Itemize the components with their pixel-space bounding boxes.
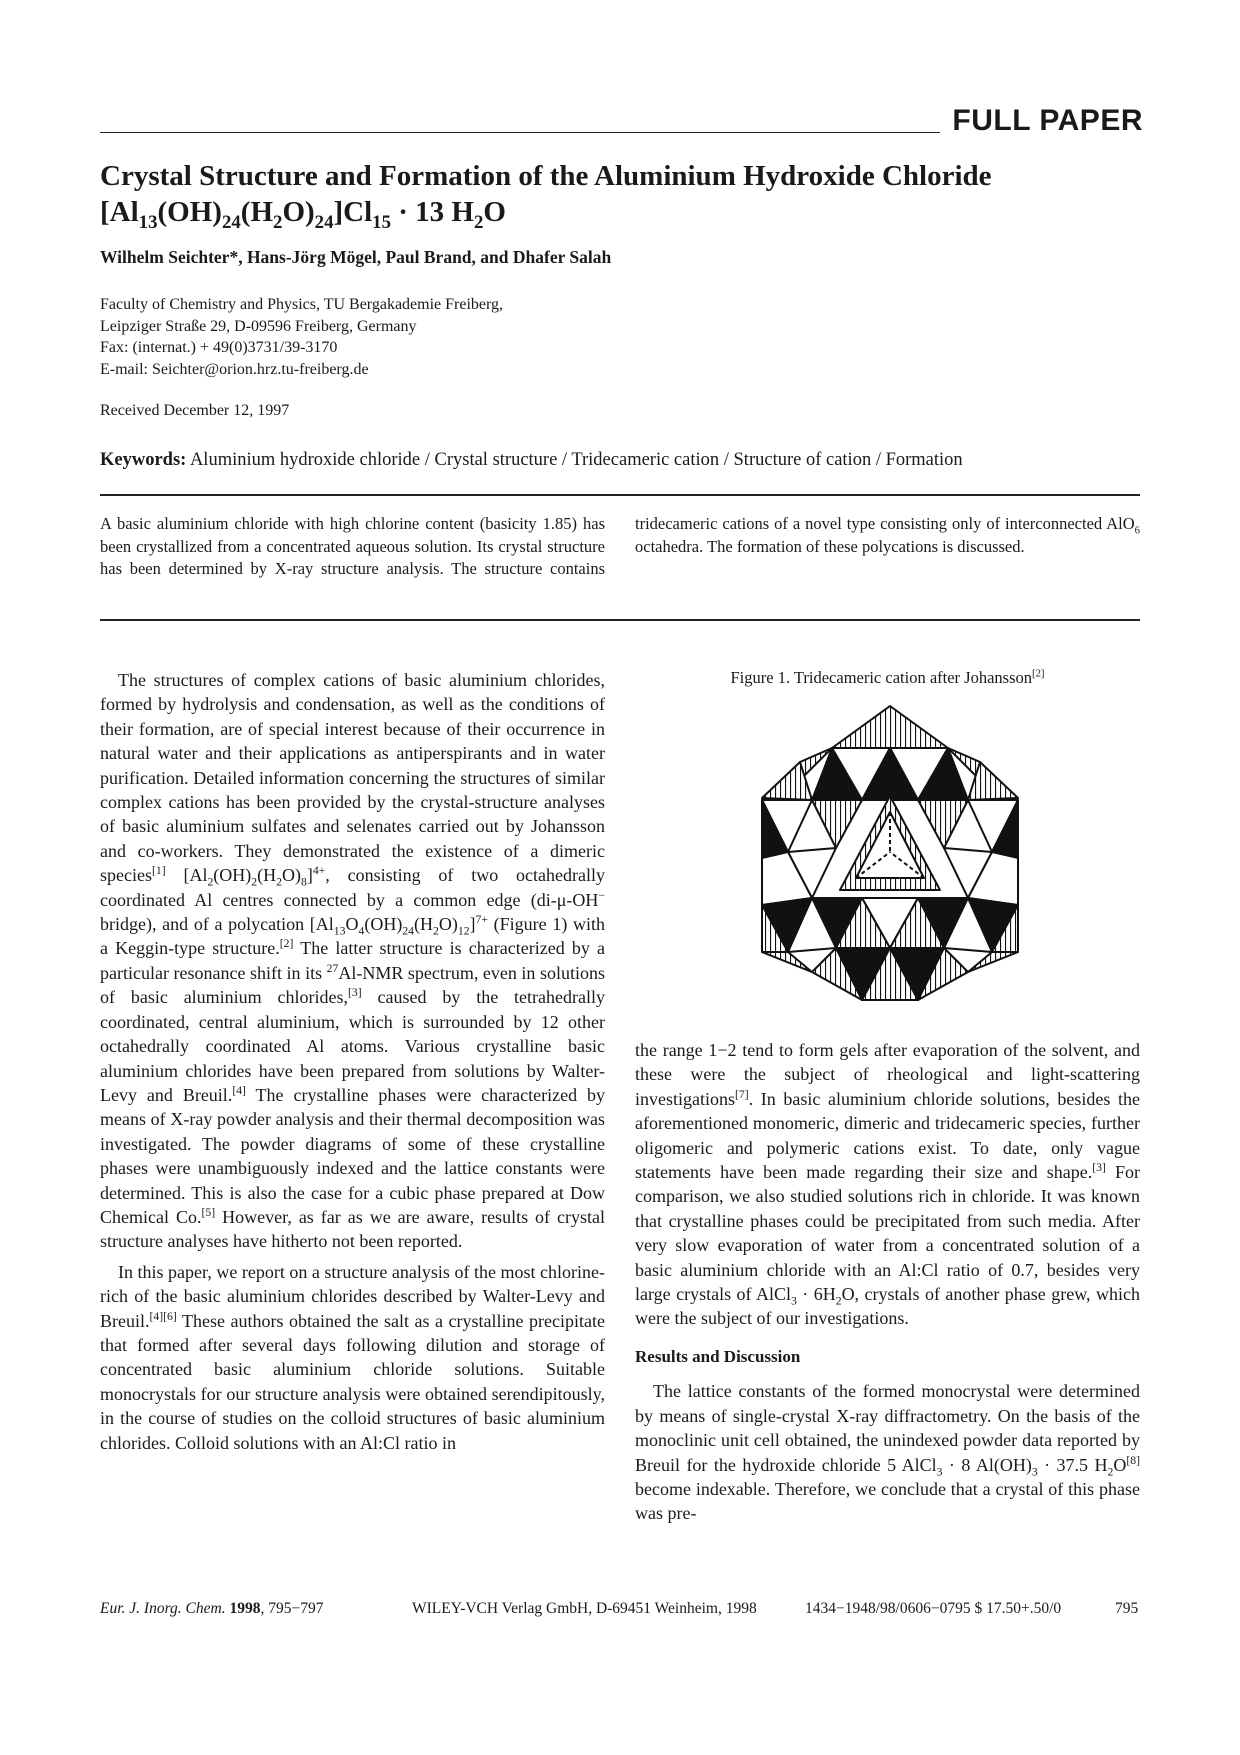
keywords-label: Keywords:	[100, 450, 187, 470]
abstract-bottom-rule	[100, 619, 1140, 621]
affiliation	[100, 294, 503, 380]
paper-title	[100, 158, 1140, 233]
authors: Wilhelm Seichter*, Hans-Jörg Mögel, Paul Brand, and Dhafer Salah	[100, 247, 612, 267]
section-heading: Results and Discussion	[635, 1346, 801, 1366]
fax-line: Fax: (internat.) + 49(0)3731/39-3170	[100, 339, 338, 356]
body-paragraph: The lattice constants of the formed monocrystal were determined by means of single-crystal X-ray diffractometry. On the basis of the monoclinic unit cell obtained, the unindexed powder data reported by Breuil for the hydroxide chloride 5 AlCl$_3$ · 8 $Al(OH)_3 \cdot 37.5$ $H_2O[8]$ become indexable. Therefore, we conclude that a crystal of this phase was pre-	[635, 1381, 1140, 1524]
section-label: FULL PAPER	[952, 104, 1143, 137]
journal-citation: Eur. J. Inorg. Chem. 1998, 795−797	[100, 1600, 324, 1617]
publisher-line: WILEY-VCH Verlag GmbH, D-69451 Weinheim, 1998	[412, 1600, 757, 1617]
abstract-top-rule	[100, 494, 1140, 496]
affiliation-line: Faculty of Chemistry and Physics, TU Bergakademie Freiberg,	[100, 296, 504, 313]
page-number: 795	[1115, 1600, 1139, 1617]
email-line: E-mail: Seichter@orion.hrz.tu-freiberg.de	[100, 360, 369, 378]
title-line-1: Crystal Structure and Formation of the Aluminium Hydroxide Chloride	[100, 160, 992, 192]
received-date: Received December 12, 1997	[100, 402, 290, 419]
keywords-text: Aluminium hydroxide chloride / Crystal structure / Tridecameric cation / Structure of cation / Formation	[189, 450, 963, 470]
issn-line: 1434−1948/98/0606−0795 $ 17.50+.50/0	[805, 1600, 1062, 1617]
body-paragraph: In this paper, we report on a structure analysis of the most chlorine-rich of the basic aluminium chlorides described by Walter-Levy and Breuil.[4][6] These authors obtained the salt as a crystalline precipitate that formed after several days following dilution and storage of concentrated basic aluminium chloride solutions. Suitable monocrystals for our structure analysis were obtained serendipitously, in the course of studies on the colloid structures of basic aluminium chlorides. Colloid solutions with an Al:Cl ratio in	[100, 1261, 605, 1453]
body-paragraph: The structures of complex cations of basic aluminium chlorides, formed by hydrolysis and condensation, as well as the conditions of their formation, are of special interest because of their occurrence in natural water and their applications as antiperspirants and in water purification. Detailed information concerning the structures of similar complex cations has been provided by the crystal-structure analyses of basic aluminium sulfates and selenates carried out by Johansson and co-workers. They demonstrated the existence of a dimeric species[1] $[Al_2(OH)_2(H_2O)_8]^{4+}$, consisting of two octahedrally coordinated Al centres connected by a common edge (di-μ-OH− bridge), and of a polycation $[Al_{13}O_4(OH)_{24}(H_2O)_{12}]^{7+}$ (Figure 1) with a Keggin-type structure.[2] The latter structure is characterized by a particular resonance shift in its $^{27}$Al-NMR spectrum, even in solutions of basic aluminium chlorides,[3] caused by the tetrahedrally coordinated, central aluminium, which is surrounded by 12 other octahedrally coordinated Al atoms. Various crystalline basic aluminium chlorides have been prepared from solutions by Walter-Levy and Breuil.[4] The crystalline phases were characterized by means of X-ray powder analysis and their thermal decomposition was investigated. The powder diagrams of some of these crystalline phases were unambiguously indexed and the lattice constants were determined. This is also the case for a cubic phase prepared at Dow Chemical Co.[5] However, as far as we are aware, results of crystal structure analyses have hitherto not been reported.	[100, 670, 606, 1252]
body-paragraph: the range 1−2 tend to form gels after evaporation of the solvent, and these were the subject of rheological and light-scattering investigations[7]. In basic aluminium chloride solutions, besides the aforementioned monomeric, dimeric and tridecameric species, further oligomeric and polymeric cations exist. To date, only vague statements have been made regarding their size and shape.[3] For comparison, we also studied solutions rich in chloride. It was known that crystalline phases could be precipitated from such media. After very slow evaporation of water from a concentrated solution of a basic aluminium chloride with an Al:Cl ratio of 0.7, besides very large crystals of AlCl$_3$ · $6H_2O$, crystals of another phase grew, which were the subject of our investigations.	[635, 1040, 1140, 1329]
title-line-2: $[Al_{13}(OH)_{24}(H_2O)_{24}]Cl_{15} \cdot 13$ $H_2O$	[100, 196, 506, 233]
left-column	[100, 668, 605, 1461]
abstract: A basic aluminium chloride with high chlorine content (basicity 1.85) has been crystallized from a concentrated aqueous solution. Its crystal structure has been determined by X-ray structure analysis. The structure contains tridecameric cations of a novel type consisting only of interconnected AlO$_6$ octahedra. The formation of these polycations is discussed.	[100, 514, 1140, 578]
figure-caption: Figure 1. Tridecameric cation after Johansson[2]	[730, 667, 1045, 687]
tridecameric-cation-figure	[740, 700, 1040, 1010]
affiliation-line: Leipziger Straße 29, D-09596 Freiberg, Germany	[100, 317, 417, 335]
header-rule	[100, 132, 940, 133]
right-column	[635, 1038, 1140, 1532]
keywords	[100, 450, 963, 471]
